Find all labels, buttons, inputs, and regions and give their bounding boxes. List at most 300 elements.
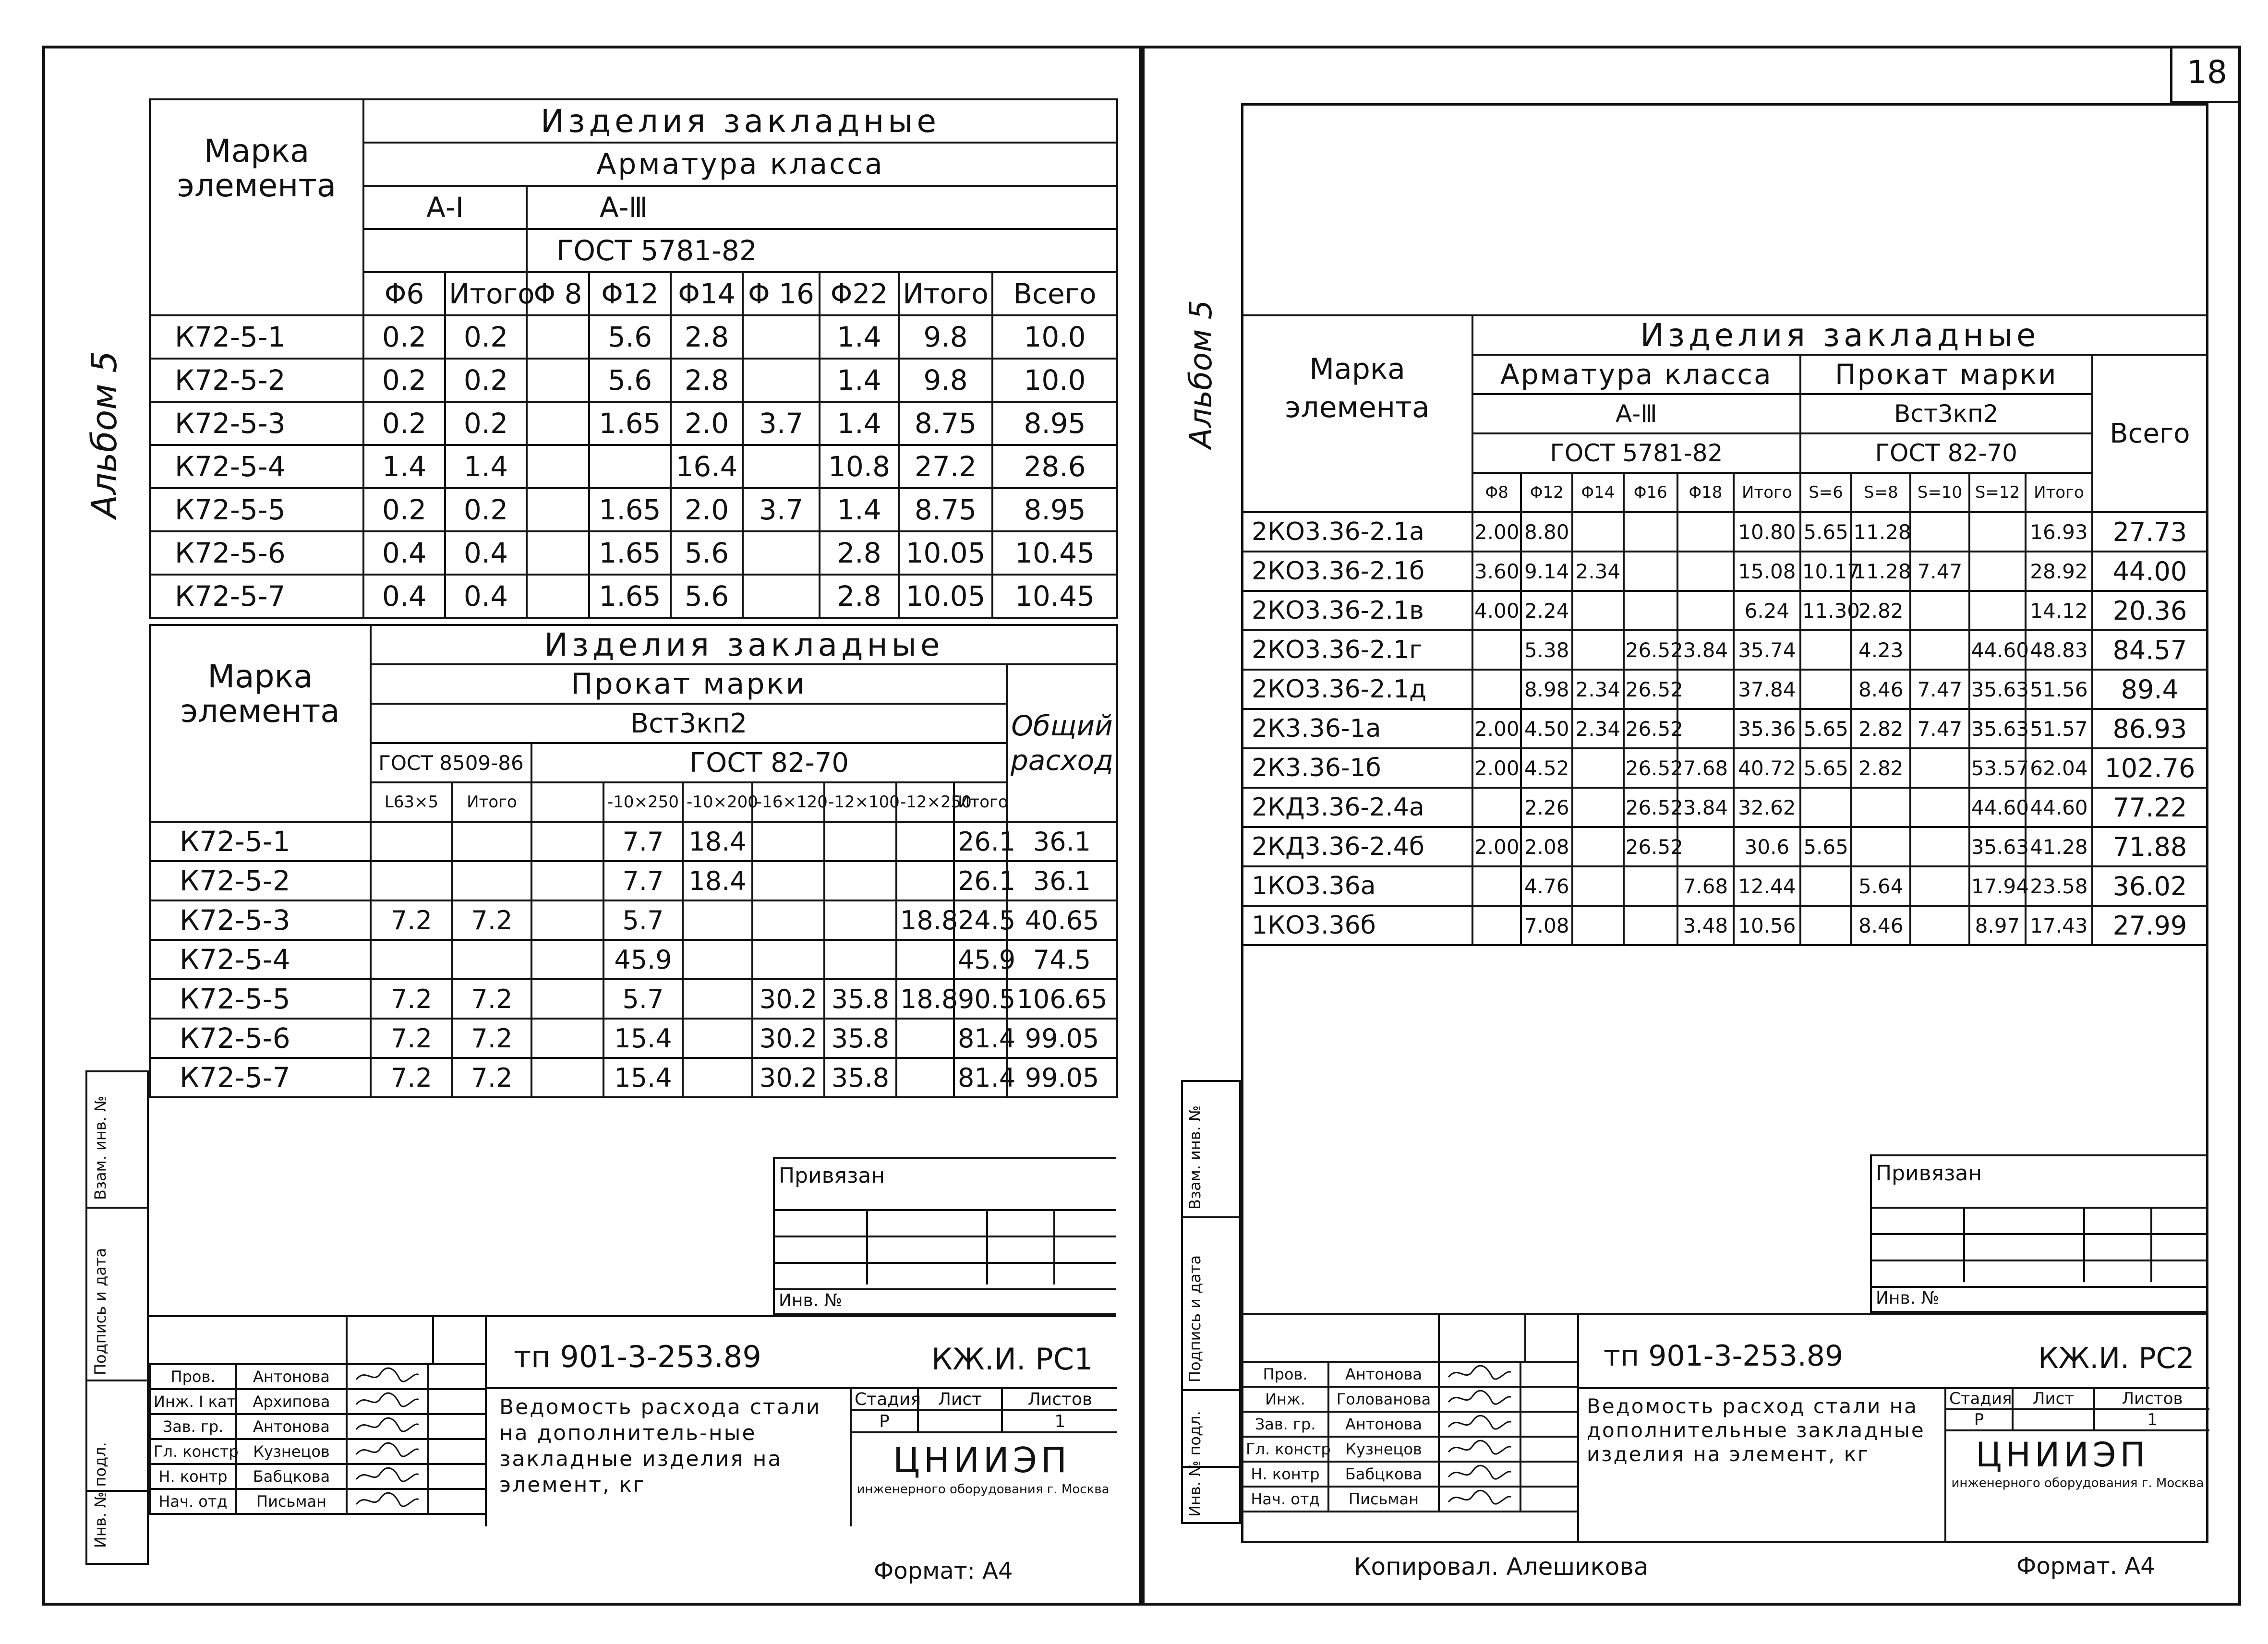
signature-row	[150, 1439, 486, 1464]
cell	[1969, 591, 2026, 630]
person-name: Кузнецов	[1328, 1437, 1439, 1462]
cell	[1572, 512, 1624, 552]
signature	[347, 1389, 428, 1414]
cell	[1572, 866, 1624, 906]
table-row	[150, 575, 1117, 618]
column-header: Итого	[954, 782, 1007, 822]
cell	[1969, 552, 2026, 591]
table-row	[150, 979, 1117, 1019]
signature-row	[150, 1364, 486, 1389]
cell: 2.8	[671, 315, 743, 359]
table-row	[1242, 866, 2208, 906]
cell	[1677, 827, 1734, 866]
role: Гл. констр	[1242, 1437, 1328, 1462]
cell: 7.2	[371, 900, 452, 940]
table-row	[150, 940, 1117, 979]
mark-header-b: Марка элемента	[150, 625, 371, 822]
cell	[371, 861, 452, 900]
cell: 0.2	[363, 359, 445, 402]
cell: 27.2	[899, 445, 992, 488]
table-row	[1242, 827, 2208, 866]
gost-arm: ГОСТ 5781-82	[1472, 433, 1800, 473]
column-header: L63×5	[371, 782, 452, 822]
column-header: Φ14	[1572, 473, 1624, 512]
group-header: Изделия закладные	[363, 99, 1117, 143]
cell: 81.4	[954, 1019, 1007, 1058]
cell	[896, 822, 954, 861]
row-mark: К72-5-2	[150, 359, 363, 402]
person-name: Антонова	[236, 1414, 347, 1439]
cell	[527, 488, 589, 531]
table-row	[1242, 748, 2208, 788]
cell	[527, 575, 589, 618]
cell	[824, 822, 896, 861]
row-mark: 2К3.36-1а	[1242, 709, 1472, 748]
row-mark: К72-5-3	[150, 402, 363, 445]
cell: 28.92	[2026, 552, 2092, 591]
cell: 10.45	[992, 575, 1117, 618]
cell: 0.4	[363, 575, 445, 618]
table-reinforcement	[149, 98, 1118, 619]
cell: 14.12	[2026, 591, 2092, 630]
cell	[1472, 630, 1521, 670]
cell: 45.9	[954, 940, 1007, 979]
cell: 5.65	[1800, 748, 1852, 788]
cell: 2.00	[1472, 827, 1521, 866]
cell	[683, 979, 752, 1019]
cell	[1910, 788, 1969, 827]
cell	[743, 359, 820, 402]
cell: 44.60	[2026, 788, 2092, 827]
table-row	[150, 531, 1117, 575]
table-row	[150, 315, 1117, 359]
cell: 36.1	[1007, 861, 1117, 900]
cell: 0.2	[445, 315, 527, 359]
cell: 26.52	[1624, 748, 1677, 788]
class-a3: А-Ⅲ	[527, 186, 1117, 229]
cell: 18.8	[896, 979, 954, 1019]
row-mark: К72-5-3	[150, 900, 371, 940]
cell: 2.00	[1472, 709, 1521, 748]
album-label-right: Альбом 5	[1183, 300, 1219, 449]
cell: 44.60	[1969, 788, 2026, 827]
cell: 0.2	[445, 359, 527, 402]
cell: 7.2	[452, 1058, 531, 1097]
cell: 3.84	[1677, 630, 1734, 670]
table-right	[1241, 314, 2208, 946]
cell: 7.2	[371, 1058, 452, 1097]
signature	[1439, 1412, 1520, 1437]
cell: 8.46	[1851, 670, 1910, 709]
cell: 35.8	[824, 1058, 896, 1097]
cell	[1910, 906, 1969, 945]
cell	[527, 402, 589, 445]
cell: 5.65	[1800, 709, 1852, 748]
cell: 5.6	[671, 575, 743, 618]
signature-row	[1242, 1437, 1578, 1462]
row-mark: 2КО3.36-2.1в	[1242, 591, 1472, 630]
cell: 5.6	[589, 315, 671, 359]
cell: 0.2	[445, 488, 527, 531]
table-row	[1242, 512, 2208, 552]
side-stamp-label: Взам. инв. №	[1186, 1105, 1204, 1210]
cell: 7.2	[371, 979, 452, 1019]
cell: 2.26	[1521, 788, 1572, 827]
class-a1: А-I	[363, 186, 527, 229]
signature-row	[1242, 1412, 1578, 1437]
cell: 2.00	[1472, 512, 1521, 552]
column-header	[531, 782, 603, 822]
cell	[531, 822, 603, 861]
role: Пров.	[150, 1364, 236, 1389]
cell: 11.28	[1851, 552, 1910, 591]
cell: 35.36	[1734, 709, 1800, 748]
table-row	[1242, 591, 2208, 630]
cell: 7.2	[452, 900, 531, 940]
sheet-code: КЖ.И. РС1	[931, 1342, 1093, 1377]
cell: 23.58	[2026, 866, 2092, 906]
cell: 35.74	[1734, 630, 1800, 670]
signature-row	[1242, 1487, 1578, 1512]
copied-by: Копировал. Алешикова	[1354, 1553, 1649, 1581]
cell: 1.4	[445, 445, 527, 488]
cell	[683, 900, 752, 940]
cell: 35.63	[1969, 709, 2026, 748]
page-number: 18	[2187, 54, 2227, 91]
column-header: -10×200	[683, 782, 752, 822]
table-rolled-steel	[149, 624, 1118, 1098]
cell: 8.95	[992, 402, 1117, 445]
cell: 3.84	[1677, 788, 1734, 827]
cell	[824, 861, 896, 900]
table-row	[1242, 630, 2208, 670]
cell: 5.6	[671, 531, 743, 575]
cell: 2.0	[671, 402, 743, 445]
cell: 4.52	[1521, 748, 1572, 788]
cell	[1677, 709, 1734, 748]
cell: 48.83	[2026, 630, 2092, 670]
cell: 26.52	[1624, 630, 1677, 670]
cell: 81.4	[954, 1058, 1007, 1097]
format-left: Формат: А4	[874, 1558, 1013, 1584]
cell: 20.36	[2092, 591, 2208, 630]
cell: 26.52	[1624, 670, 1677, 709]
mark-header-r: Марка элемента	[1242, 315, 1472, 512]
role: Зав. гр.	[150, 1414, 236, 1439]
row-mark: К72-5-1	[150, 822, 371, 861]
sub-header-b: Прокат марки	[371, 664, 1007, 704]
column-header: Итого	[2026, 473, 2092, 512]
cell	[743, 315, 820, 359]
cell: 16.93	[2026, 512, 2092, 552]
cell: 12.44	[1734, 866, 1800, 906]
cell	[743, 575, 820, 618]
cell: 5.38	[1521, 630, 1572, 670]
person-name: Бабцкова	[236, 1464, 347, 1489]
cell	[1910, 591, 1969, 630]
format-right: Формат. А4	[2016, 1553, 2155, 1580]
row-mark: 1КО3.36а	[1242, 866, 1472, 906]
signature-row	[150, 1489, 486, 1514]
cell: 10.0	[992, 315, 1117, 359]
cell	[1624, 866, 1677, 906]
cell: 8.75	[899, 402, 992, 445]
cell	[1572, 630, 1624, 670]
cell	[1910, 630, 1969, 670]
cell: 26.52	[1624, 709, 1677, 748]
cell: 106.65	[1007, 979, 1117, 1019]
cell	[531, 979, 603, 1019]
cell	[683, 1058, 752, 1097]
cell	[1677, 591, 1734, 630]
cell: 74.5	[1007, 940, 1117, 979]
row-mark: К72-5-6	[150, 1019, 371, 1058]
cell: 40.65	[1007, 900, 1117, 940]
row-mark: К72-5-4	[150, 445, 363, 488]
cell: 32.62	[1734, 788, 1800, 827]
side-stamp-label: Подпись и дата	[1186, 1255, 1204, 1382]
cell	[1624, 906, 1677, 945]
cell: 8.98	[1521, 670, 1572, 709]
cell	[752, 861, 824, 900]
person-name: Антонова	[1328, 1412, 1439, 1437]
cell	[1969, 512, 2026, 552]
side-stamp-label: Инв. № подл.	[1186, 1411, 1204, 1517]
cell: 99.05	[1007, 1058, 1117, 1097]
cell: 26.52	[1624, 827, 1677, 866]
cell: 27.73	[2092, 512, 2208, 552]
cell: 2.82	[1851, 748, 1910, 788]
cell: 5.65	[1800, 512, 1852, 552]
cell	[1624, 512, 1677, 552]
cell	[1572, 748, 1624, 788]
signature	[1439, 1362, 1520, 1387]
signature	[347, 1464, 428, 1489]
cell: 7.47	[1910, 709, 1969, 748]
table-row	[1242, 788, 2208, 827]
cell	[1851, 788, 1910, 827]
cell: 35.63	[1969, 827, 2026, 866]
cell: 35.8	[824, 979, 896, 1019]
doc-code-r: тп 901-3-253.89	[1604, 1339, 1844, 1373]
cell	[452, 861, 531, 900]
cell: 7.47	[1910, 670, 1969, 709]
cell: 5.7	[603, 900, 683, 940]
cell: 5.7	[603, 979, 683, 1019]
cell: 2.34	[1572, 709, 1624, 748]
cell: 30.2	[752, 979, 824, 1019]
cell: 1.4	[820, 359, 899, 402]
cell: 26.1	[954, 822, 1007, 861]
column-header: Φ 16	[743, 272, 820, 315]
row-mark: К72-5-2	[150, 861, 371, 900]
cell: 41.28	[2026, 827, 2092, 866]
sub-header: Арматура класса	[363, 143, 1117, 186]
cell: 37.84	[1734, 670, 1800, 709]
stamp-title-r: Ведомость расход стали на дополнительные закладные изделия на элемент, кг	[1587, 1394, 1925, 1466]
cell	[1677, 512, 1734, 552]
cell	[527, 315, 589, 359]
cell	[752, 900, 824, 940]
signature	[1439, 1487, 1520, 1512]
column-header: Φ18	[1677, 473, 1734, 512]
cell	[371, 940, 452, 979]
cell: 44.60	[1969, 630, 2026, 670]
cell: 18.4	[683, 822, 752, 861]
row-mark: К72-5-1	[150, 315, 363, 359]
cell	[743, 445, 820, 488]
signatures-right	[1241, 1361, 1579, 1512]
cell: 71.88	[2092, 827, 2208, 866]
table-row	[1242, 709, 2208, 748]
cell	[683, 940, 752, 979]
org-sub-r: инженерного оборудования г. Москва	[1951, 1476, 2204, 1490]
cell: 99.05	[1007, 1019, 1117, 1058]
cell: 4.00	[1472, 591, 1521, 630]
table-row	[150, 1019, 1117, 1058]
cell: 15.08	[1734, 552, 1800, 591]
cell: 6.24	[1734, 591, 1800, 630]
cell: 36.02	[2092, 866, 2208, 906]
cell: 9.14	[1521, 552, 1572, 591]
signature	[1439, 1437, 1520, 1462]
signature-row	[1242, 1362, 1578, 1387]
cell: 10.56	[1734, 906, 1800, 945]
row-mark: К72-5-7	[150, 1058, 371, 1097]
side-stamp-label: Взам. инв. №	[91, 1095, 109, 1200]
cell	[896, 940, 954, 979]
signature	[347, 1489, 428, 1514]
cell: 26.1	[954, 861, 1007, 900]
signature	[347, 1414, 428, 1439]
cell	[824, 940, 896, 979]
column-header: Всего	[992, 272, 1117, 315]
person-name: Бабцкова	[1328, 1462, 1439, 1487]
column-header: Φ14	[671, 272, 743, 315]
cell: 26.52	[1624, 788, 1677, 827]
cell	[1677, 552, 1734, 591]
table-row	[150, 900, 1117, 940]
side-stamp-label: Подпись и дата	[91, 1248, 109, 1375]
cell: 0.2	[363, 315, 445, 359]
cell: 1.65	[589, 531, 671, 575]
cell: 7.2	[452, 1019, 531, 1058]
signature-row	[1242, 1462, 1578, 1487]
cell: 62.04	[2026, 748, 2092, 788]
cell: 10.45	[992, 531, 1117, 575]
cell: 30.2	[752, 1058, 824, 1097]
cell: 4.50	[1521, 709, 1572, 748]
signature-row	[150, 1389, 486, 1414]
row-mark: 2КД3.36-2.4а	[1242, 788, 1472, 827]
cell	[1677, 670, 1734, 709]
cell	[896, 861, 954, 900]
cell: 89.4	[2092, 670, 2208, 709]
cell: 16.4	[671, 445, 743, 488]
cell	[531, 1058, 603, 1097]
cell: 1.4	[363, 445, 445, 488]
role: Нач. отд	[1242, 1487, 1328, 1512]
cell: 10.8	[820, 445, 899, 488]
cell	[452, 940, 531, 979]
cell: 30.2	[752, 1019, 824, 1058]
cell: 102.76	[2092, 748, 2208, 788]
column-header: Итого	[452, 782, 531, 822]
cell: 17.43	[2026, 906, 2092, 945]
cell: 3.48	[1677, 906, 1734, 945]
person-name: Голованова	[1328, 1387, 1439, 1412]
column-header: S=12	[1969, 473, 2026, 512]
cell: 53.57	[1969, 748, 2026, 788]
cell: 0.2	[363, 488, 445, 531]
cell: 28.6	[992, 445, 1117, 488]
cell	[527, 445, 589, 488]
cell: 84.57	[2092, 630, 2208, 670]
table-row	[1242, 670, 2208, 709]
cell	[752, 822, 824, 861]
row-mark: 1КО3.36б	[1242, 906, 1472, 945]
cell: 7.47	[1910, 552, 1969, 591]
total-header-r: Всего	[2092, 355, 2208, 512]
signature-row	[150, 1464, 486, 1489]
cell	[589, 445, 671, 488]
signature	[1439, 1387, 1520, 1412]
column-header: -10×250	[603, 782, 683, 822]
row-mark: 2КО3.36-2.1б	[1242, 552, 1472, 591]
cell: 1.65	[589, 402, 671, 445]
cell: 10.05	[899, 575, 992, 618]
cell	[1624, 552, 1677, 591]
cell	[527, 359, 589, 402]
cell: 2.82	[1851, 709, 1910, 748]
stamp-title: Ведомость расхода стали на дополнитель-ные закладные изделия на элемент, кг	[499, 1395, 821, 1497]
table-row	[150, 359, 1117, 402]
row-mark: 2КО3.36-2.1а	[1242, 512, 1472, 552]
table-row	[150, 1058, 1117, 1097]
signature	[347, 1439, 428, 1464]
column-header: Φ22	[820, 272, 899, 315]
cell	[824, 900, 896, 940]
cell: 1.4	[820, 402, 899, 445]
cell: 2.82	[1851, 591, 1910, 630]
total-header: Общий расход	[1007, 664, 1117, 822]
group-header-r: Изделия закладные	[1472, 315, 2208, 355]
row-mark: К72-5-4	[150, 940, 371, 979]
cell	[531, 900, 603, 940]
column-header: -12×100	[824, 782, 896, 822]
column-header: Итого	[899, 272, 992, 315]
role: Зав. гр.	[1242, 1412, 1328, 1437]
column-header: Φ 8	[527, 272, 589, 315]
cell: 86.93	[2092, 709, 2208, 748]
cell: 15.4	[603, 1019, 683, 1058]
cell: 1.65	[589, 575, 671, 618]
privyazan-box-r: Привязан Инв. №	[1870, 1154, 2208, 1313]
org-sub: инженерного оборудования г. Москва	[857, 1482, 1110, 1497]
table-row	[150, 445, 1117, 488]
gost-right: ГОСТ 82-70	[531, 743, 1007, 782]
stage-table-left: Стадия Лист Листов Р 1	[850, 1387, 1117, 1433]
cell: 2.00	[1472, 748, 1521, 788]
column-header: Φ8	[1472, 473, 1521, 512]
signature	[347, 1364, 428, 1389]
cell: 15.4	[603, 1058, 683, 1097]
cell: 9.8	[899, 359, 992, 402]
mark-header: Марка элемента	[150, 99, 363, 315]
cell	[1800, 788, 1852, 827]
cell: 44.00	[2092, 552, 2208, 591]
column-header: Φ12	[1521, 473, 1572, 512]
